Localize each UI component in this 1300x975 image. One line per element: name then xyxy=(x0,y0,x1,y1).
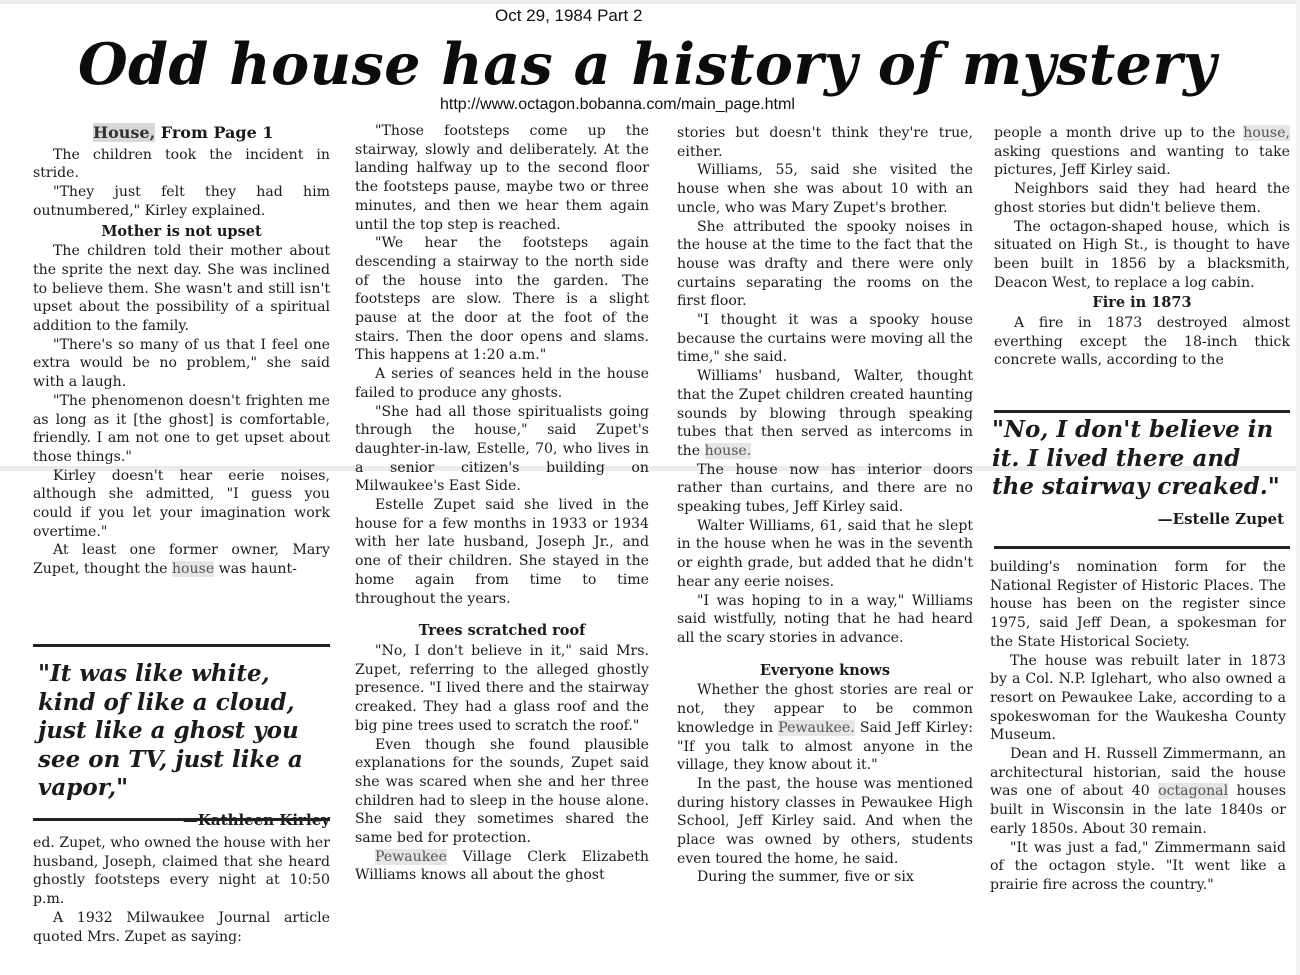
text-run: Village Clerk Elizabeth Williams knows all about the ghost xyxy=(355,848,649,884)
highlight: Pewaukee. xyxy=(778,719,855,736)
paragraph: "She had all those spiritualists going through the house," said Zupet's daughter-in-law, Estelle, 70, who lives in a senior citizen's building on Milwaukee's East Side. xyxy=(355,403,649,495)
paragraph xyxy=(990,745,1286,839)
paragraph: ed. Zupet, who owned the house with her husband, Joseph, claimed that she heard ghostly footsteps every night at 10:50 p.m. xyxy=(33,835,330,908)
text-run: people a month drive up to the xyxy=(994,125,1244,141)
headline: Odd house has a history of mystery xyxy=(78,31,1217,98)
column-2 xyxy=(355,122,649,885)
pull-quote-kirley xyxy=(38,660,330,829)
pull-quote-text: "It was like white, kind of like a cloud, just like a ghost you see on TV, just like a vapor," xyxy=(38,660,303,801)
paragraph xyxy=(33,541,330,578)
quote-rule-top xyxy=(33,644,330,647)
paste-seam-top xyxy=(0,0,1300,4)
paragraph: A 1932 Milwaukee Journal article quoted Mrs. Zupet as saying: xyxy=(33,909,330,945)
text-run: houses built in Wisconsin in the late 1840s or early 1850s. About 30 remain. xyxy=(990,783,1286,837)
column-4-continued xyxy=(990,558,1286,895)
jump-text: From Page 1 xyxy=(155,123,274,142)
paragraph xyxy=(355,848,649,885)
source-url: http://www.octagon.bobanna.com/main_page.html xyxy=(440,96,795,113)
column-1-continued xyxy=(33,834,330,946)
paragraph: The house was rebuilt later in 1873 by a Col. N.P. Iglehart, who also owned a resort on Pewaukee Lake, according to a spokeswoman for the Waukesha County Museum. xyxy=(990,652,1286,744)
paragraph xyxy=(994,124,1290,180)
text-run: Williams' husband, Walter, thought that the Zupet children created haunting sounds by blowing through speaking tubes that then served as intercoms in the xyxy=(677,368,973,459)
paragraph: Walter Williams, 61, said that he slept in the house when he was in the seventh or eighth grade, but added that he didn't hear any eerie noises. xyxy=(677,517,973,590)
paragraph: "I was hoping to in a way," Williams said wistfully, noting that he had heard all the scary stories in advance. xyxy=(677,592,973,646)
highlight: house. xyxy=(704,442,752,459)
text-run: was haunt- xyxy=(214,561,297,578)
subhead-mother-not-upset: Mother is not upset xyxy=(101,222,262,240)
paragraph: Estelle Zupet said she lived in the house for a few months in 1933 or 1934 with her late husband, Joseph Jr., and one of their children. She stayed in the home again from time to time throughout the years. xyxy=(355,497,649,607)
jump-highlight: House, xyxy=(93,123,156,142)
paragraph: "They just felt they had him outnumbered," Kirley explained. xyxy=(33,184,330,219)
paragraph: Kirley doesn't hear eerie noises, although she admitted, "I guess you could if you let your imagination work overtime." xyxy=(33,467,330,540)
right-margin-strip xyxy=(1296,0,1300,975)
column-4 xyxy=(994,124,1290,370)
text-run: Whether the ghost stories are real or not, they appear to be common knowledge in xyxy=(677,682,973,736)
highlight: house xyxy=(171,561,215,578)
paragraph: "There's so many of us that I feel one extra would be no problem," she said with a laugh. xyxy=(33,336,330,391)
paragraph: The octagon-shaped house, which is situated on High St., is thought to have been built in 1856 by a blacksmith, Deacon West, to replace a log cabin. xyxy=(994,218,1290,291)
highlight: Pewaukee xyxy=(375,848,447,865)
paragraph: "The phenomenon doesn't frighten me as long as it [the ghost] is comfortable, friendly. I am not one to get upset about those things." xyxy=(33,392,330,465)
highlight: octagonal xyxy=(1158,783,1229,800)
quote-rule-bottom xyxy=(33,818,330,821)
paragraph: "I thought it was a spooky house because the curtains were moving all the time," she said. xyxy=(677,312,973,366)
text-run: asking questions and wanting to take pictures, Jeff Kirley said. xyxy=(994,143,1290,179)
paragraph: The house now has interior doors rather than curtains, and there are no speaking tubes, Jeff Kirley said. xyxy=(677,461,973,516)
pull-quote-attribution: —Estelle Zupet xyxy=(1157,509,1284,528)
paragraph: building's nomination form for the National Register of Historic Places. The house has been on the register since 1975, said Jeff Dean, a spokesman for the State Historical Society. xyxy=(990,559,1286,650)
subhead-fire-1873: Fire in 1873 xyxy=(1092,294,1192,312)
text-run: Dean and H. Russell Zimmermann, an architectural historian, said the house was one of about 40 xyxy=(990,746,1286,800)
paragraph: "No, I don't believe in it," said Mrs. Zupet, referring to the alleged ghostly presence. "I lived there and the stairway creaked. They had a glass roof and the big pine trees used to scratch the roof." xyxy=(355,642,649,734)
paragraph: "It was just a fad," Zimmermann said of the octagon style. "It went like a prairie fire across the country." xyxy=(990,839,1286,893)
paragraph: Neighbors said they had heard the ghost stories but didn't believe them. xyxy=(994,181,1290,216)
column-1 xyxy=(33,124,330,579)
subhead-trees-scratched-roof: Trees scratched roof xyxy=(418,622,586,640)
paragraph: Even though she found plausible explanations for the sounds, Zupet said she was scared when she and her three children had to sleep in the house alone. She said they sometimes shared the same bed for protection. xyxy=(355,736,649,847)
paragraph: Williams, 55, said she visited the house when she was about 10 with an uncle, who was Mary Zupet's brother. xyxy=(677,162,973,216)
column-3 xyxy=(677,124,973,887)
paragraph: She attributed the spooky noises in the house at the time to the fact that the house was drafty and there were only curtains separating the rooms on the first floor. xyxy=(677,218,973,310)
paragraph: "Those footsteps come up the stairway, slowly and deliberately. At the landing halfway up to the second floor the footsteps pause, maybe two or three minutes, and then we hear them again until the top step is reached. xyxy=(355,123,649,233)
paragraph: "We hear the footsteps again descending a stairway to the north side of the house into the garden. The footsteps are slow. There is a slight pause at the door at the foot of the stairs. Then the door opens and slams. This happens at 1:20 a.m." xyxy=(355,235,649,364)
quote-rule-top-right xyxy=(994,410,1290,413)
paragraph: The children told their mother about the sprite the next day. She was inclined to believe them. She wasn't and still isn't upset about the possibility of a spiritual addition to the family. xyxy=(33,243,330,335)
pull-quote-text: "No, I don't believe in it. I lived there and the stairway creaked." xyxy=(992,416,1280,500)
pull-quote-zupet xyxy=(992,416,1284,528)
paragraph: The children took the incident in stride. xyxy=(33,146,330,182)
paragraph: A fire in 1873 destroyed almost everthing except the 18-inch thick concrete walls, according to the xyxy=(994,315,1290,369)
paragraph: In the past, the house was mentioned during history classes in Pewaukee High School, Jeff Kirley said. And when the place was owned by others, students even toured the home, he said. xyxy=(677,775,973,867)
text-run: At least one former owner, Mary Zupet, thought the xyxy=(33,542,330,578)
paragraph xyxy=(677,681,973,775)
subhead-everyone-knows: Everyone knows xyxy=(759,661,891,679)
paragraph: stories but doesn't think they're true, either. xyxy=(677,125,973,160)
highlight: house, xyxy=(1243,125,1290,141)
text-run: Said Jeff Kirley: "If you talk to almost anyone in the village, they know about it." xyxy=(677,719,973,774)
jump-line xyxy=(93,124,330,143)
quote-rule-bottom-right xyxy=(994,546,1290,549)
date-line: Oct 29, 1984 Part 2 xyxy=(495,6,643,25)
paragraph: During the summer, five or six xyxy=(697,869,914,886)
paragraph xyxy=(677,367,973,461)
paragraph: A series of seances held in the house failed to produce any ghosts. xyxy=(355,366,649,401)
